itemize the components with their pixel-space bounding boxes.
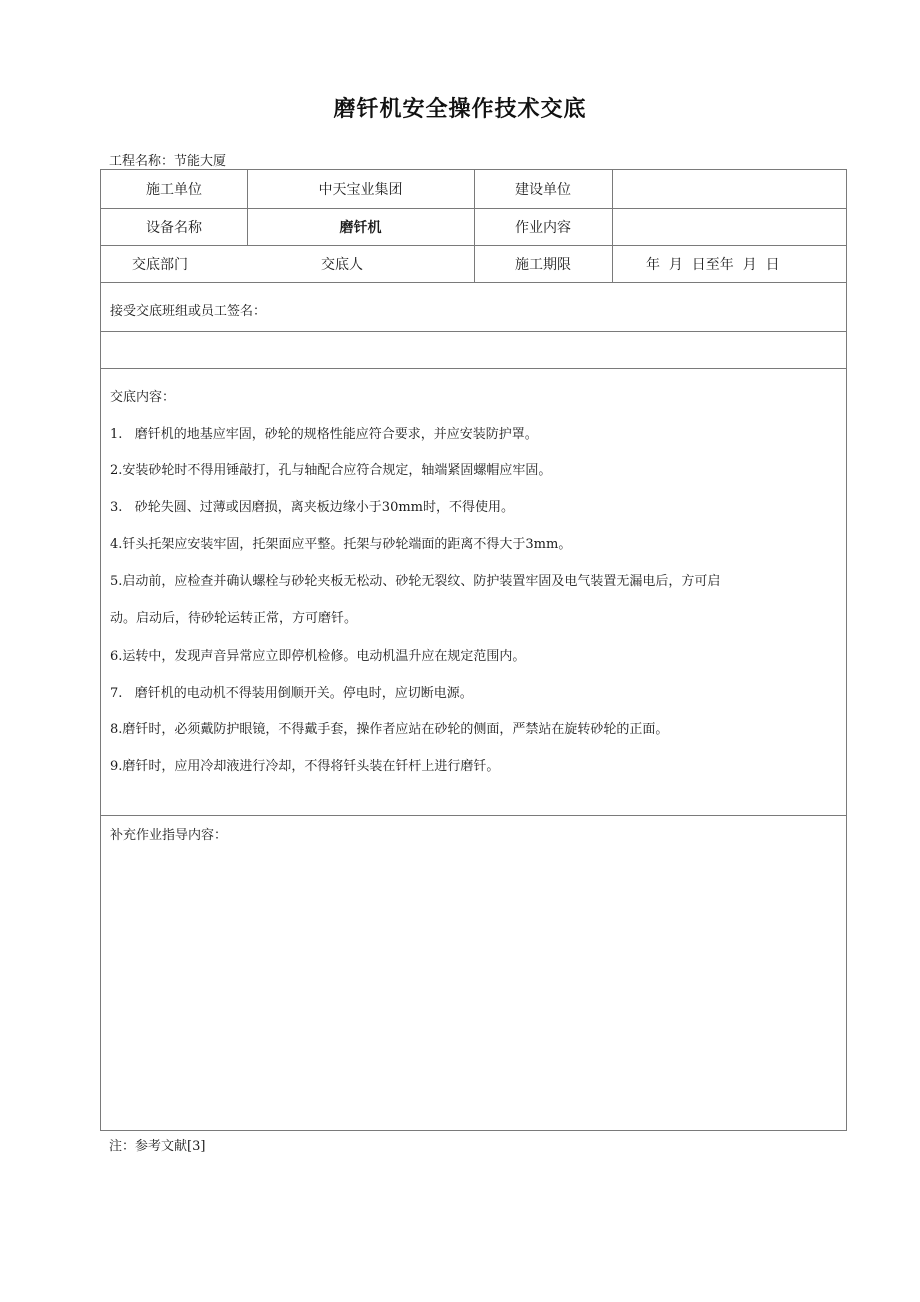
supplement-field[interactable]: [101, 845, 846, 1130]
label-work-content: 作业内容: [515, 219, 571, 236]
row-divider: [101, 815, 846, 816]
supplement-label: 补充作业指导内容：: [110, 828, 228, 843]
value-equipment-name: 磨钎机: [339, 219, 382, 236]
label-construction-unit: 施工单位: [146, 182, 202, 198]
item-5-cont: 动。启动后，待砂轮运转正常，方可磨钎。: [110, 611, 358, 626]
item-1: 1. 磨钎机的地基应牢固，砂轮的规格性能应符合要求，并应安装防护罩。: [110, 427, 538, 442]
signature-label: 接受交底班组或员工签名：: [110, 304, 267, 319]
value-construction-unit: 中天宝业集团: [318, 182, 403, 198]
item-7: 7. 磨钎机的电动机不得装用倒顺开关。停电时，应切断电源。: [110, 686, 473, 701]
label-period: 施工期限: [515, 256, 571, 273]
item-9: 9.磨钎时，应用冷却液进行冷却，不得将钎头装在钎杆上进行磨钎。: [110, 759, 500, 774]
label-equipment-name: 设备名称: [146, 219, 202, 236]
document-title: 磨钎机安全操作技术交底: [333, 97, 587, 122]
content-label: 交底内容：: [110, 390, 176, 405]
value-period[interactable]: 年 月 日至年 月 日: [646, 256, 780, 273]
value-owner-unit[interactable]: [612, 170, 847, 208]
label-department: 交底部门: [132, 256, 188, 273]
label-discloser: 交底人: [321, 256, 363, 273]
signature-field[interactable]: [101, 331, 846, 368]
item-8: 8.磨钎时，必须戴防护眼镜，不得戴手套，操作者应站在砂轮的侧面，严禁站在旋转砂轮的正面。: [110, 722, 669, 737]
item-3: 3. 砂轮失圆、过薄或因磨损，离夹板边缘小于30mm时，不得使用。: [110, 500, 514, 515]
row-divider: [101, 368, 846, 369]
label-owner-unit: 建设单位: [515, 182, 571, 198]
item-2: 2.安装砂轮时不得用锤敲打，孔与轴配合应符合规定，轴端紧固螺帽应牢固。: [110, 463, 552, 478]
project-name: 工程名称：节能大厦: [109, 154, 227, 169]
row-divider: [101, 282, 846, 283]
disclosure-table: [100, 169, 847, 1131]
item-6: 6.运转中，发现声音异常应立即停机检修。电动机温升应在规定范围内。: [110, 649, 526, 664]
item-4: 4.钎头托架应安装牢固，托架面应平整。托架与砂轮端面的距离不得大于3mm。: [110, 537, 572, 552]
reference-note: 注：参考文献[3]: [109, 1139, 206, 1154]
item-5: 5.启动前，应检查并确认螺栓与砂轮夹板无松动、砂轮无裂纹、防护装置牢固及电气装置无漏电后，方可启: [110, 574, 721, 589]
value-work-content[interactable]: [612, 208, 847, 245]
